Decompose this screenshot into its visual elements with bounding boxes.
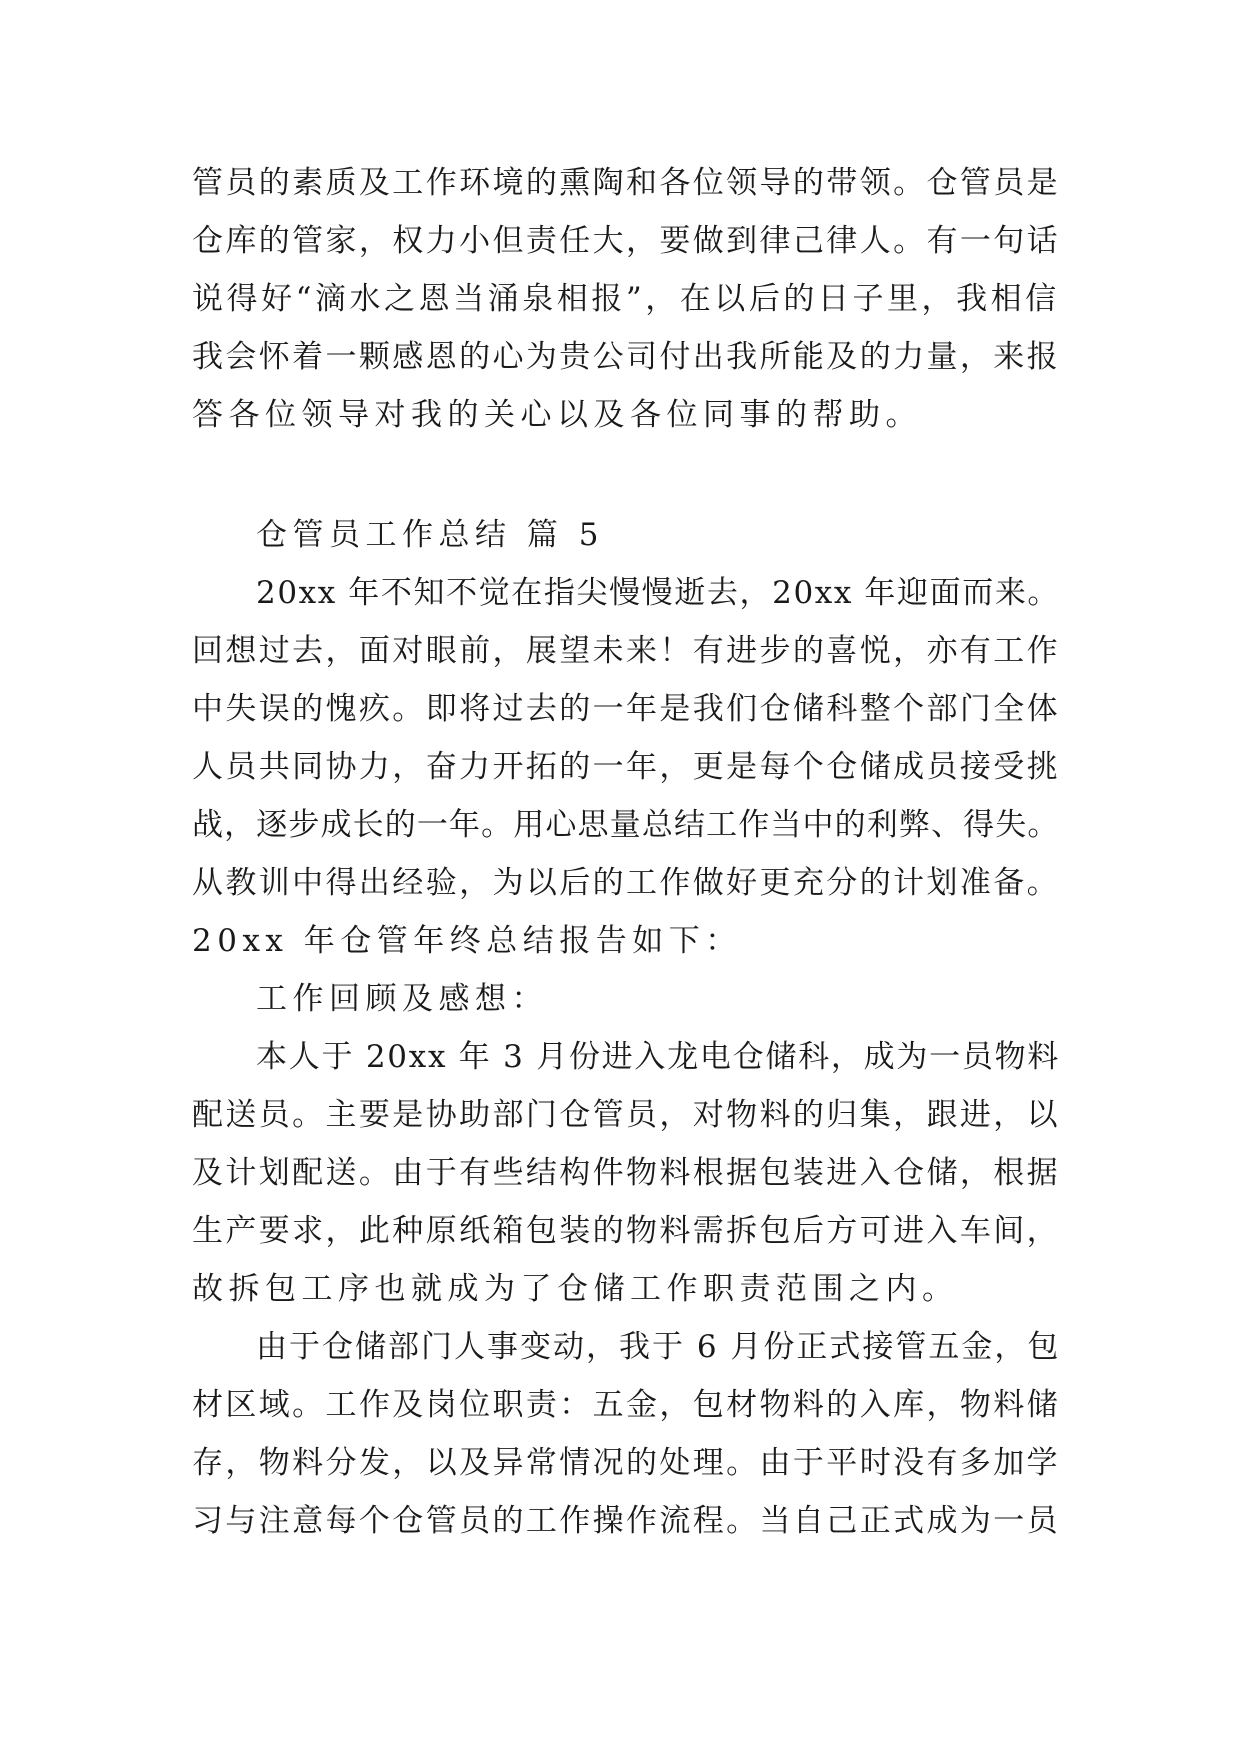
subheading: 工作回顾及感想： <box>256 981 548 1017</box>
paragraph-line: 由于仓储部门人事变动，我于 6 月份正式接管五金，包 <box>256 1329 1061 1365</box>
paragraph-line: 故拆包工序也就成为了仓储工作职责范围之内。 <box>192 1271 959 1307</box>
paragraph-line: 我会怀着一颗感恩的心为贵公司付出我所能及的力量，来报 <box>192 339 1060 375</box>
paragraph-line: 配送员。主要是协助部门仓管员，对物料的归集，跟进，以 <box>192 1097 1060 1133</box>
paragraph-line: 存，物料分发，以及异常情况的处理。由于平时没有多加学 <box>192 1445 1060 1481</box>
paragraph-line: 习与注意每个仓管员的工作操作流程。当自己正式成为一员 <box>192 1503 1060 1539</box>
paragraph-line: 20xx 年仓管年终总结报告如下： <box>192 923 742 959</box>
paragraph-line: 生产要求，此种原纸箱包装的物料需拆包后方可进入车间， <box>192 1213 1060 1249</box>
paragraph-line: 中失误的愧疚。即将过去的一年是我们仓储科整个部门全体 <box>192 691 1060 727</box>
section-heading: 仓管员工作总结 篇 5 <box>256 517 604 553</box>
paragraph-line: 管员的素质及工作环境的熏陶和各位领导的带领。仓管员是 <box>192 165 1060 201</box>
paragraph-line: 说得好“滴水之恩当涌泉相报”，在以后的日子里，我相信 <box>192 281 1060 317</box>
paragraph-line: 答各位领导对我的关心以及各位同事的帮助。 <box>192 397 922 433</box>
paragraph-line: 及计划配送。由于有些结构件物料根据包装进入仓储，根据 <box>192 1155 1060 1191</box>
paragraph-line: 人员共同协力，奋力开拓的一年，更是每个仓储成员接受挑 <box>192 749 1060 785</box>
paragraph-line: 回想过去，面对眼前，展望未来！有进步的喜悦，亦有工作 <box>192 633 1060 669</box>
paragraph-line: 仓库的管家，权力小但责任大，要做到律己律人。有一句话 <box>192 223 1060 259</box>
paragraph-line: 本人于 20xx 年 3 月份进入龙电仓储科，成为一员物料 <box>256 1039 1061 1075</box>
paragraph-line: 从教训中得出经验，为以后的工作做好更充分的计划准备。 <box>192 865 1060 901</box>
paragraph-line: 战，逐步成长的一年。用心思量总结工作当中的利弊、得失。 <box>192 807 1060 843</box>
paragraph-line: 材区域。工作及岗位职责：五金，包材物料的入库，物料储 <box>192 1387 1060 1423</box>
paragraph-line: 20xx 年不知不觉在指尖慢慢逝去，20xx 年迎面而来。 <box>256 575 1061 611</box>
